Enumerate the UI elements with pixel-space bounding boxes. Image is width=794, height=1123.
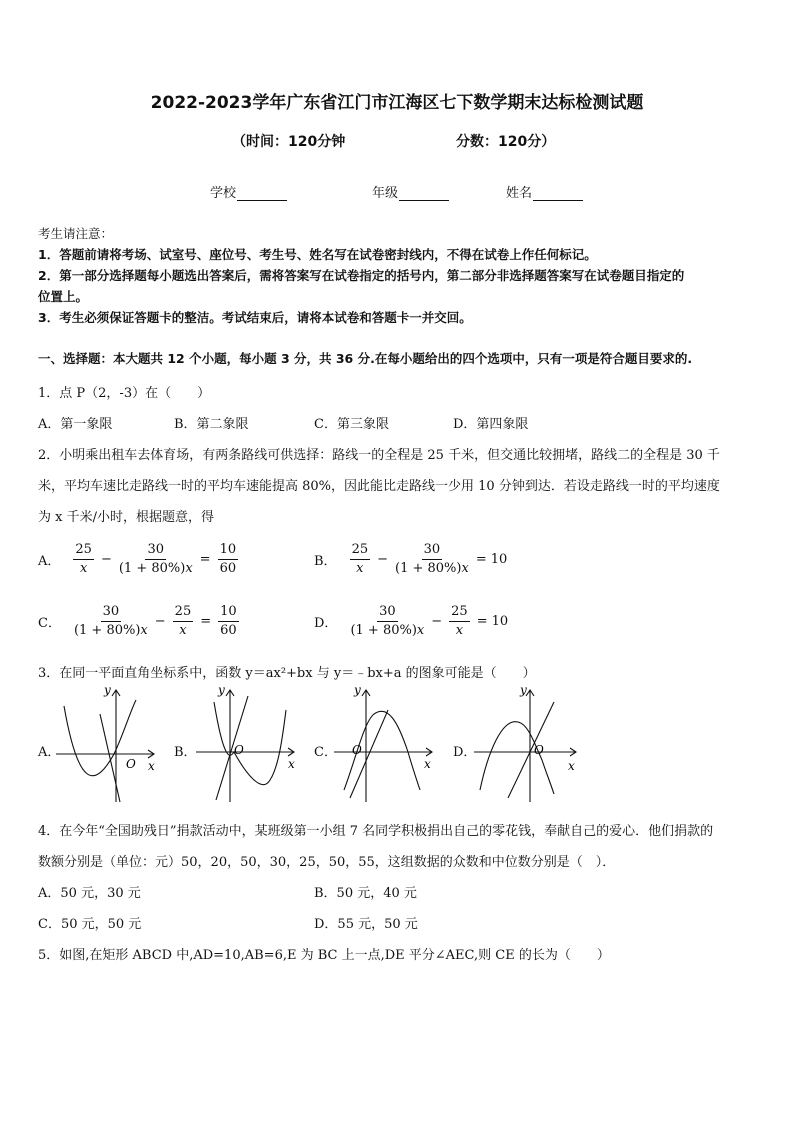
fraction: $\frac{30}{(1 + 80\%)x}$: [118, 542, 193, 576]
origin-label: O: [126, 757, 136, 771]
option-label: C．: [38, 616, 61, 631]
q4-line: 数额分别是（单位：元）50，20，50，30，25，50，55，这组数据的众数和中位数分别是（ ）．: [38, 855, 616, 870]
section-heading: 一、选择题：本大题共 12 个小题，每小题 3 分，共 36 分.在每小题给出的四个选项中，只有一项是符合题目要求的.: [38, 351, 693, 366]
q2-option-a[interactable]: A． $\frac{25}{x}$ − $\frac{30}{(1 + 80\%)x}$ = $\frac{10}{60}$: [38, 542, 237, 576]
y-axis-label: y: [104, 683, 111, 697]
name-blank[interactable]: [533, 188, 583, 201]
option-label: A．: [38, 554, 61, 569]
fraction: $\frac{25}{x}$: [351, 542, 369, 576]
note-item: 位置上。: [38, 289, 89, 304]
exam-title: 2022-2023学年广东省江门市江海区七下数学期末达标检测试题: [150, 93, 644, 113]
q5-stem: 5．如图,在矩形 ABCD 中,AD=10,AB=6,E 为 BC 上一点,DE 平分∠AEC,则 CE 的长为（ ）: [38, 948, 610, 963]
grade-blank[interactable]: [399, 188, 449, 201]
exam-time: （时间：120分钟: [232, 134, 346, 150]
fraction: $\frac{10}{60}$: [219, 542, 237, 576]
fraction: $\frac{25}{x}$: [75, 542, 92, 576]
fraction: $\frac{30}{(1 + 80\%)x}$: [350, 604, 425, 638]
x-axis-label: x: [424, 757, 431, 771]
q1-stem: 1．点 P（2，-3）在（ ）: [38, 386, 211, 401]
y-axis-label: y: [218, 683, 225, 697]
x-axis-label: x: [148, 759, 155, 773]
fraction: $\frac{25}{x}$: [451, 604, 468, 638]
q3-option-a-label[interactable]: A．: [38, 745, 61, 760]
y-axis-label: y: [520, 683, 527, 697]
note-item: 3．考生必须保证答题卡的整洁。考试结束后，请将本试卷和答题卡一并交回。: [38, 310, 472, 325]
q2-option-d[interactable]: D． $\frac{30}{(1 + 80\%)x}$ − $\frac{25}{x}$ = 10: [314, 604, 509, 638]
name-field[interactable]: [506, 182, 583, 201]
y-axis-label: y: [354, 683, 361, 697]
q1-option-c[interactable]: C．第三象限: [314, 417, 389, 432]
x-axis-label: x: [568, 759, 575, 773]
origin-label: O: [352, 743, 362, 757]
q4-option-b[interactable]: B．50 元，40 元: [314, 886, 417, 901]
q3-stem: 3．在同一平面直角坐标系中，函数 y＝ax²+bx 与 y＝﹣bx+a 的图象可能是（ ）: [38, 666, 536, 681]
school-label: 学校: [210, 186, 237, 201]
q2-option-b[interactable]: B． $\frac{25}{x}$ − $\frac{30}{(1 + 80\%)x}$ = 10: [314, 542, 508, 576]
fraction: $\frac{30}{(1 + 80\%)x}$: [73, 604, 148, 638]
grade-label: 年级: [372, 186, 399, 201]
q3-graph-b[interactable]: [196, 682, 301, 804]
fraction: $\frac{10}{60}$: [220, 604, 237, 638]
origin-label: O: [534, 743, 544, 757]
school-blank[interactable]: [237, 188, 287, 201]
q2-line: 2．小明乘出租车去体育场，有两条路线可供选择：路线一的全程是 25 千米，但交通比较拥堵，路线二的全程是 30 千: [38, 448, 720, 463]
q1-option-b[interactable]: B．第二象限: [174, 417, 249, 432]
note-item: 2．第一部分选择题每小题选出答案后，需将答案写在试卷指定的括号内，第二部分非选择题答案写在试卷题目指定的: [38, 268, 685, 283]
q3-option-c-label[interactable]: C．: [314, 745, 337, 760]
x-axis-label: x: [288, 757, 295, 771]
name-label: 姓名: [506, 186, 533, 201]
q1-option-d[interactable]: D．第四象限: [453, 417, 529, 432]
q3-graph-a[interactable]: [56, 682, 161, 804]
q3-graph-d[interactable]: [474, 682, 582, 804]
q3-graph-c[interactable]: [334, 682, 439, 804]
grade-field[interactable]: [372, 182, 449, 201]
q2-line: 米，平均车速比走路线一时的平均车速能提高 80%，因此能比走路线一少用 10 分钟到达．若设走路线一时的平均速度: [38, 479, 720, 494]
note-item: 1．答题前请将考场、试室号、座位号、考生号、姓名写在试卷密封线内，不得在试卷上作任何标记。: [38, 247, 597, 262]
option-label: D．: [314, 616, 338, 631]
notes-heading: 考生请注意：: [38, 226, 114, 241]
school-field[interactable]: [210, 182, 287, 201]
q2-line: 为 x 千米/小时，根据题意，得: [38, 510, 214, 525]
option-label: B．: [314, 554, 337, 569]
q2-option-c[interactable]: C． $\frac{30}{(1 + 80\%)x}$ − $\frac{25}{x}$ = $\frac{10}{60}$: [38, 604, 237, 638]
q4-option-d[interactable]: D．55 元，50 元: [314, 917, 418, 932]
q3-option-b-label[interactable]: B．: [174, 745, 197, 760]
fraction: $\frac{30}{(1 + 80\%)x}$: [395, 542, 469, 576]
q4-line: 4．在今年“全国助残日”捐款活动中，某班级第一小组 7 名同学积极捐出自己的零花钱，奉献自己的爱心．他们捐款的: [38, 824, 714, 839]
q1-option-a[interactable]: A．第一象限: [38, 417, 113, 432]
q3-option-d-label[interactable]: D．: [453, 745, 477, 760]
exam-score: 分数：120分）: [456, 134, 556, 150]
q4-option-c[interactable]: C．50 元，50 元: [38, 917, 142, 932]
fraction: $\frac{25}{x}$: [174, 604, 192, 638]
q4-option-a[interactable]: A．50 元，30 元: [38, 886, 141, 901]
origin-label: O: [234, 743, 244, 757]
